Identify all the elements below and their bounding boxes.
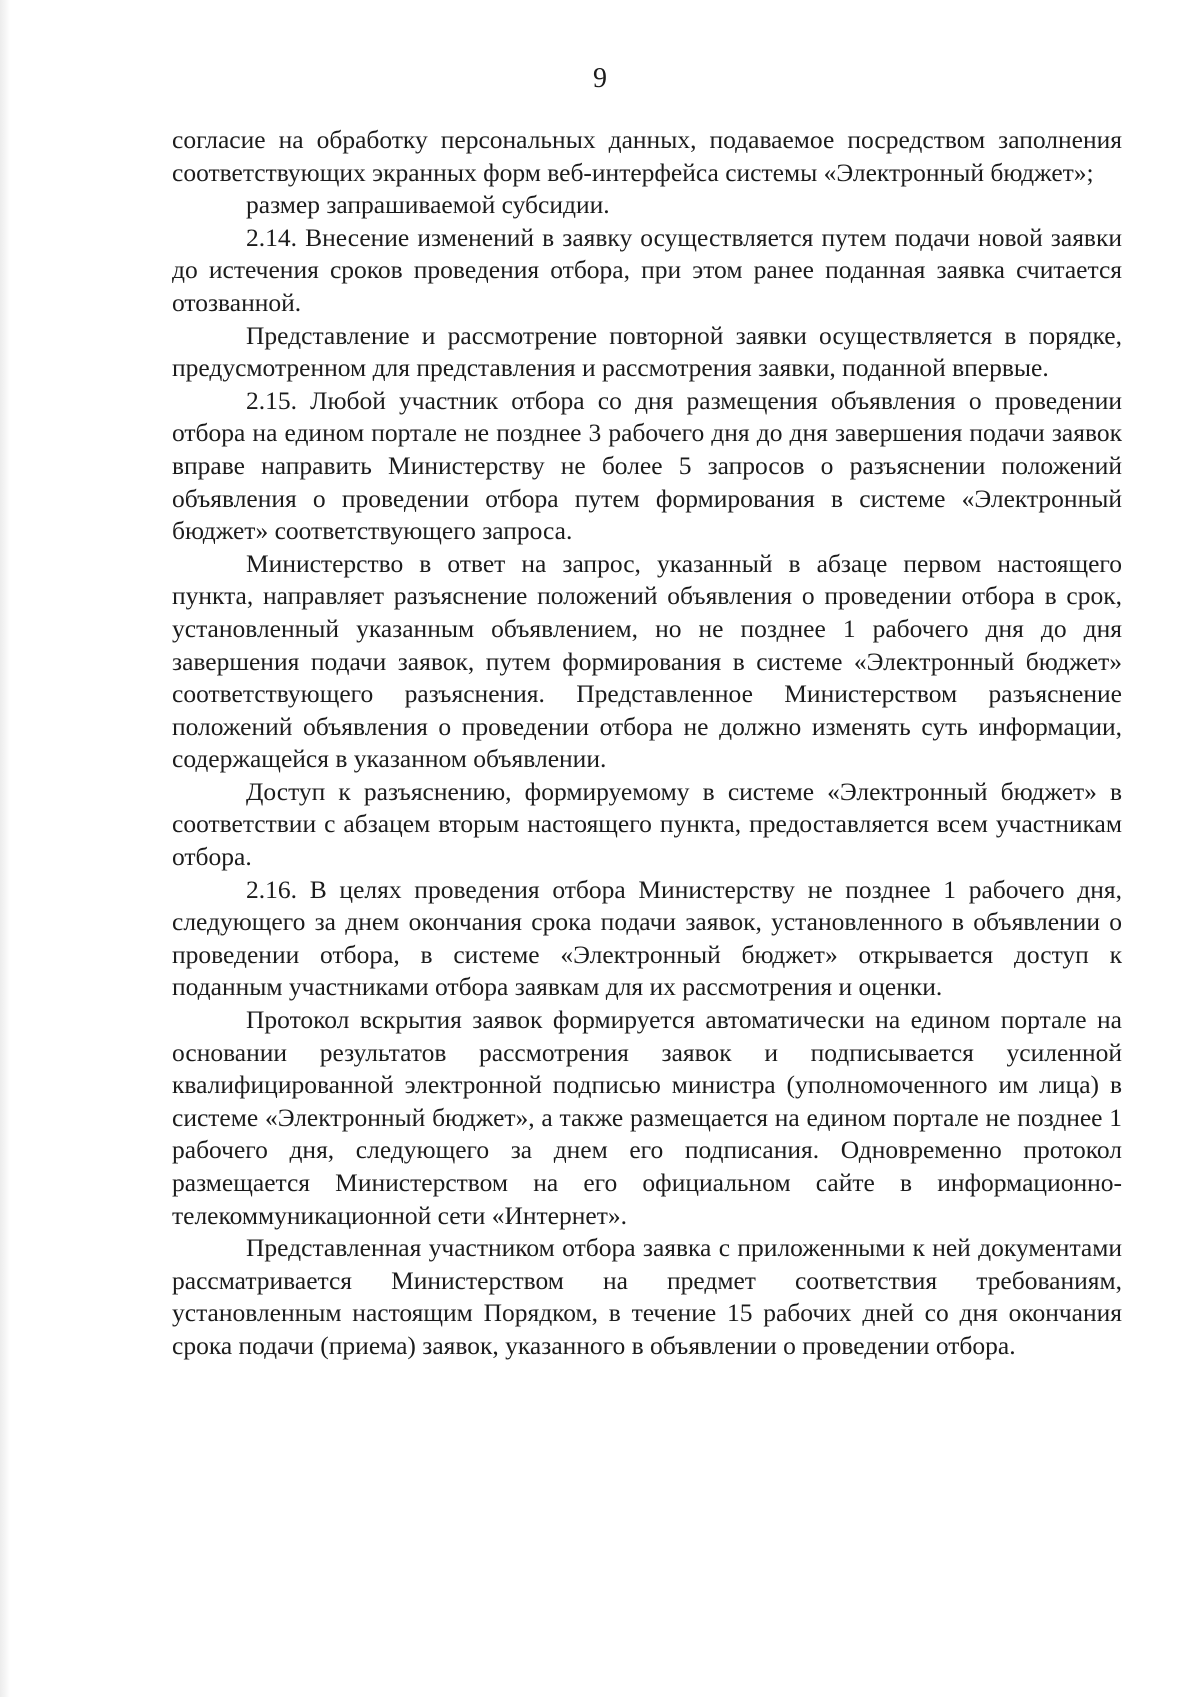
page-number: 9 (593, 63, 607, 94)
paragraph-2-16: 2.16. В целях проведения отбора Министерству не позднее 1 рабочего дня, следующего за днем окончания срока подачи заявок, установленного в объявлении о проведении отбора, в системе «Электронный бюджет» открывается доступ к поданным участниками отбора заявкам для их рассмотрения и оценки. (172, 874, 1122, 1002)
paragraph-subsidy-size: размер запрашиваемой субсидии. (246, 190, 610, 220)
paragraph-2-15: 2.15. Любой участник отбора со дня размещения объявления о проведении отбора на едином портале не позднее 3 рабочего дня до дня завершения подачи заявок вправе направить Министерству не более 5 запросов о разъяснении положений объявления о проведении отбора путем формирования в системе «Электронный бюджет» соответствующего запроса. (172, 385, 1122, 546)
paragraph-opening-protocol: Протокол вскрытия заявок формируется автоматически на едином портале на основании результатов рассмотрения заявок и подписывается усиленной квалифицированной электронной подписью министра (уполномоченного им лица) в системе «Электронный бюджет», а также размещается на едином портале не позднее 1 рабочего дня, следующего за днем его подписания. Одновременно протокол размещается Министерством на его официальном сайте в информационно-телекоммуникационной сети «Интернет». (172, 1005, 1122, 1230)
paragraph-consent: согласие на обработку персональных данных, подаваемое посредством заполнения соответствующих экранных форм веб-интерфейса системы «Электронный бюджет»; (172, 125, 1122, 187)
paragraph-ministry-response: Министерство в ответ на запрос, указанный в абзаце первом настоящего пункта, направляет разъяснение положений объявления о проведении отбора в срок, установленный указанным объявлением, но не позднее 1 рабочего дня до дня завершения подачи заявок, путем формирования в системе «Электронный бюджет» соответствующего разъяснения. Представленное Министерством разъяснение положений объявления о проведении отбора не должно изменять суть информации, содержащейся в указанном объявлении. (172, 548, 1122, 774)
paragraph-repeat-application: Представление и рассмотрение повторной заявки осуществляется в порядке, предусмотренном для представления и рассмотрения заявки, поданной впервые. (172, 320, 1122, 383)
scan-edge (0, 0, 10, 1697)
paragraph-application-review: Представленная участником отбора заявка с приложенными к ней документами рассматривается Министерством на предмет соответствия требованиям, установленным настоящим Порядком, в течение 15 рабочих дней со дня окончания срока подачи (приема) заявок, указанного в объявлении о проведении отбора. (172, 1233, 1122, 1360)
paragraph-access-clarification: Доступ к разъяснению, формируемому в системе «Электронный бюджет» в соответствии с абзацем вторым настоящего пункта, предоставляется всем участникам отбора. (172, 776, 1122, 872)
document-body (172, 124, 1122, 1363)
paragraph-2-14: 2.14. Внесение изменений в заявку осуществляется путем подачи новой заявки до истечения сроков проведения отбора, при этом ранее поданная заявка считается отозванной. (172, 222, 1122, 317)
